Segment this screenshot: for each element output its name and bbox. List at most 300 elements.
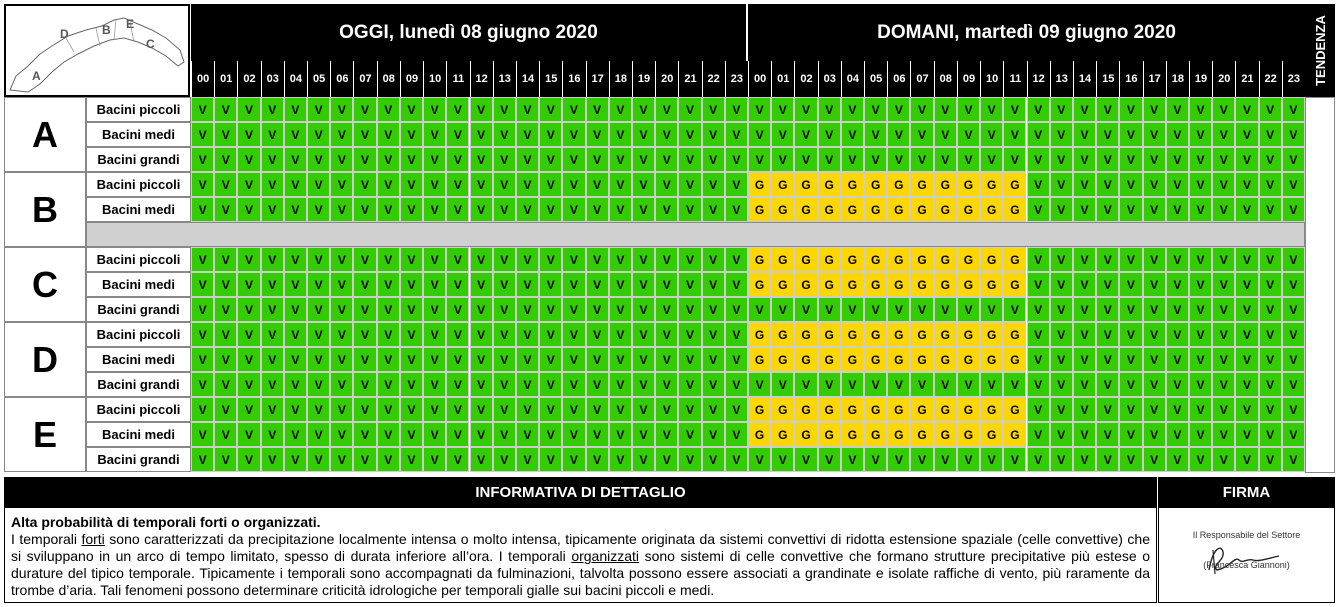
forecast-cell: G <box>980 197 1003 222</box>
forecast-cell: G <box>934 197 957 222</box>
forecast-cell: V <box>1050 372 1073 397</box>
forecast-cell: V <box>957 372 980 397</box>
forecast-cell: V <box>725 197 748 222</box>
hour-label: 03 <box>261 61 284 97</box>
forecast-cell: V <box>1212 247 1235 272</box>
forecast-cell: V <box>1212 197 1235 222</box>
forecast-cell: V <box>1259 297 1282 322</box>
forecast-cell: V <box>377 172 400 197</box>
forecast-cell: V <box>400 122 423 147</box>
forecast-cell: V <box>1050 197 1073 222</box>
signature-role: Il Responsabile del Settore <box>1192 530 1301 540</box>
forecast-cell: V <box>1027 247 1050 272</box>
forecast-cell: V <box>771 297 794 322</box>
forecast-cell: V <box>864 372 887 397</box>
basin-label: Bacini medi <box>86 422 191 447</box>
forecast-cell: G <box>748 172 771 197</box>
forecast-cell: V <box>214 297 237 322</box>
forecast-cell: V <box>1235 447 1258 472</box>
forecast-cell: V <box>539 347 562 372</box>
forecast-cell: V <box>423 372 446 397</box>
forecast-cell: V <box>284 322 307 347</box>
forecast-cell: V <box>1282 422 1305 447</box>
forecast-cell: V <box>702 247 725 272</box>
forecast-cell: V <box>702 147 725 172</box>
forecast-cell: V <box>678 372 701 397</box>
hour-label: 14 <box>516 61 539 97</box>
hour-label: 11 <box>446 61 469 97</box>
forecast-cell: V <box>609 422 632 447</box>
forecast-cell: V <box>307 197 330 222</box>
forecast-cell: V <box>609 172 632 197</box>
forecast-cell: V <box>771 97 794 122</box>
forecast-cell: V <box>864 147 887 172</box>
forecast-cell: V <box>400 447 423 472</box>
forecast-cell: V <box>910 147 933 172</box>
zone-label-e: E <box>4 397 86 472</box>
forecast-cell: V <box>1212 147 1235 172</box>
forecast-cell: V <box>284 197 307 222</box>
forecast-cell: V <box>562 322 585 347</box>
forecast-cell: V <box>330 272 353 297</box>
forecast-cell: V <box>400 197 423 222</box>
hour-label: 21 <box>678 61 701 97</box>
forecast-cell: V <box>191 122 214 147</box>
forecast-cell: V <box>562 422 585 447</box>
forecast-cell: V <box>632 172 655 197</box>
forecast-cell: V <box>632 397 655 422</box>
forecast-cell: G <box>934 272 957 297</box>
forecast-cell: V <box>678 97 701 122</box>
forecast-cell: V <box>237 397 260 422</box>
forecast-cell: V <box>1143 97 1166 122</box>
forecast-cell: G <box>934 247 957 272</box>
forecast-cell: V <box>307 172 330 197</box>
forecast-cell: G <box>818 322 841 347</box>
forecast-cell: V <box>562 297 585 322</box>
basin-label: Bacini piccoli <box>86 247 191 272</box>
forecast-cell: V <box>214 322 237 347</box>
forecast-cell: V <box>446 422 469 447</box>
forecast-cell: V <box>910 297 933 322</box>
forecast-cell: V <box>841 297 864 322</box>
forecast-cell: V <box>1073 197 1096 222</box>
forecast-cell: V <box>377 322 400 347</box>
forecast-cell: V <box>748 122 771 147</box>
forecast-cell: V <box>261 172 284 197</box>
forecast-cell: G <box>957 172 980 197</box>
forecast-cell: V <box>1096 147 1119 172</box>
forecast-cell: V <box>284 97 307 122</box>
forecast-cell: V <box>609 447 632 472</box>
forecast-cell: G <box>980 247 1003 272</box>
forecast-cell: V <box>818 147 841 172</box>
forecast-cell: V <box>1027 97 1050 122</box>
forecast-cell: G <box>841 172 864 197</box>
forecast-cell: V <box>423 97 446 122</box>
forecast-cell: V <box>1235 247 1258 272</box>
forecast-cell: V <box>423 297 446 322</box>
forecast-cell: V <box>632 347 655 372</box>
forecast-cell: G <box>841 322 864 347</box>
forecast-cell: V <box>1282 447 1305 472</box>
forecast-cell: V <box>1119 397 1142 422</box>
forecast-cell: V <box>1073 247 1096 272</box>
forecast-cell: G <box>980 397 1003 422</box>
forecast-cell: G <box>980 322 1003 347</box>
forecast-cell: V <box>493 247 516 272</box>
forecast-cell: V <box>562 372 585 397</box>
forecast-cell: V <box>1189 322 1212 347</box>
forecast-cell: V <box>562 247 585 272</box>
forecast-cell: V <box>1166 347 1189 372</box>
forecast-cell: V <box>377 147 400 172</box>
forecast-cell: V <box>1235 297 1258 322</box>
forecast-cell: V <box>841 147 864 172</box>
forecast-cell: V <box>400 97 423 122</box>
forecast-cell: V <box>1166 322 1189 347</box>
forecast-cell: V <box>1282 347 1305 372</box>
map-label-e: E <box>126 17 135 31</box>
basin-label: Bacini grandi <box>86 297 191 322</box>
forecast-cell: V <box>771 372 794 397</box>
forecast-cell: V <box>261 397 284 422</box>
forecast-cell: V <box>539 447 562 472</box>
forecast-cell: V <box>910 447 933 472</box>
signature-name: (Francesca Giannoni) <box>1203 560 1290 570</box>
forecast-cell: V <box>1235 97 1258 122</box>
forecast-cell: V <box>237 172 260 197</box>
forecast-cell: V <box>330 397 353 422</box>
hour-label: 04 <box>284 61 307 97</box>
forecast-cell: V <box>1259 122 1282 147</box>
forecast-cell: V <box>1096 372 1119 397</box>
forecast-cell: V <box>1073 397 1096 422</box>
forecast-cell: V <box>887 97 910 122</box>
forecast-cell: V <box>655 347 678 372</box>
forecast-cell: V <box>1259 147 1282 172</box>
signature-box <box>1158 507 1335 603</box>
forecast-cell: V <box>609 197 632 222</box>
forecast-cell: V <box>400 347 423 372</box>
forecast-cell: G <box>771 247 794 272</box>
forecast-cell: G <box>748 247 771 272</box>
forecast-cell: G <box>841 397 864 422</box>
forecast-cell: V <box>237 247 260 272</box>
forecast-cell: V <box>446 272 469 297</box>
forecast-cell: V <box>353 147 376 172</box>
forecast-cell: V <box>887 147 910 172</box>
forecast-cell: V <box>586 147 609 172</box>
forecast-cell: V <box>539 322 562 347</box>
forecast-cell: V <box>957 297 980 322</box>
forecast-cell: V <box>980 372 1003 397</box>
forecast-cell: V <box>1143 122 1166 147</box>
forecast-cell: V <box>1166 147 1189 172</box>
forecast-cell: V <box>1189 397 1212 422</box>
forecast-cell: V <box>377 372 400 397</box>
forecast-cell: V <box>191 272 214 297</box>
forecast-cell: V <box>539 297 562 322</box>
forecast-cell: V <box>562 397 585 422</box>
forecast-cell: V <box>516 297 539 322</box>
forecast-cell: V <box>330 197 353 222</box>
forecast-cell: V <box>237 372 260 397</box>
forecast-cell: V <box>516 172 539 197</box>
forecast-cell: V <box>1235 372 1258 397</box>
forecast-cell: V <box>1282 147 1305 172</box>
forecast-cell: V <box>1189 447 1212 472</box>
forecast-cell: G <box>864 272 887 297</box>
hour-label: 05 <box>864 61 887 97</box>
forecast-cell: V <box>1050 247 1073 272</box>
forecast-cell: G <box>887 197 910 222</box>
forecast-cell: V <box>702 297 725 322</box>
forecast-cell: V <box>1166 447 1189 472</box>
forecast-cell: V <box>470 297 493 322</box>
forecast-cell: V <box>586 347 609 372</box>
forecast-cell: V <box>1050 147 1073 172</box>
forecast-cell: V <box>1166 197 1189 222</box>
forecast-cell: V <box>1143 197 1166 222</box>
forecast-cell: V <box>261 147 284 172</box>
forecast-cell: V <box>725 322 748 347</box>
forecast-cell: V <box>562 347 585 372</box>
forecast-cell: V <box>702 272 725 297</box>
forecast-cell: G <box>748 197 771 222</box>
forecast-cell: V <box>470 172 493 197</box>
hour-label: 01 <box>771 61 794 97</box>
forecast-cell: V <box>771 447 794 472</box>
hour-label: 00 <box>191 61 214 97</box>
forecast-cell: V <box>1143 247 1166 272</box>
hour-label: 19 <box>632 61 655 97</box>
forecast-cell: G <box>864 197 887 222</box>
forecast-cell: V <box>702 422 725 447</box>
forecast-cell: V <box>353 297 376 322</box>
forecast-cell: V <box>1003 97 1026 122</box>
forecast-cell: V <box>423 172 446 197</box>
forecast-cell: V <box>353 122 376 147</box>
forecast-cell: V <box>307 397 330 422</box>
forecast-cell: V <box>678 122 701 147</box>
forecast-cell: V <box>1119 147 1142 172</box>
forecast-cell: G <box>957 247 980 272</box>
forecast-cell: V <box>586 97 609 122</box>
forecast-cell: G <box>887 397 910 422</box>
basin-label: Bacini medi <box>86 122 191 147</box>
forecast-cell: V <box>771 147 794 172</box>
forecast-cell: V <box>1235 322 1258 347</box>
forecast-cell: V <box>910 372 933 397</box>
forecast-cell: V <box>678 172 701 197</box>
forecast-cell: V <box>1050 122 1073 147</box>
forecast-cell: V <box>818 297 841 322</box>
hour-label: 00 <box>748 61 771 97</box>
forecast-cell: V <box>725 247 748 272</box>
forecast-cell: V <box>214 97 237 122</box>
forecast-cell: V <box>470 447 493 472</box>
forecast-cell: V <box>609 347 632 372</box>
forecast-cell: V <box>1212 97 1235 122</box>
forecast-cell: V <box>353 322 376 347</box>
hour-label: 15 <box>539 61 562 97</box>
forecast-cell: V <box>678 147 701 172</box>
forecast-cell: V <box>284 372 307 397</box>
forecast-cell: G <box>934 172 957 197</box>
forecast-cell: G <box>980 172 1003 197</box>
forecast-cell: V <box>1027 422 1050 447</box>
forecast-cell: V <box>1119 247 1142 272</box>
basin-label: Bacini grandi <box>86 147 191 172</box>
info-body: I temporali forti sono caratterizzati da precipitazione localmente intensa o molto intensa, tipicamente originata da sistemi convettivi di ridotta estensione spaziale (celle convettive) che si sviluppano in un arco di tempo limitato, spesso di durata inferiore all’ora. I temporali organizzati sono sistemi di celle convettive che formano strutture precipitative più estese o durature del tipico temporale. Tipicamente i temporali sono accompagnati da fulminazioni, talvolta possono essere associati a grandinate e isolate raffiche di vento, più raramente da trombe d’aria. Tali fenomeni possono determinare criticità idrologiche per temporali gialle sui bacini piccoli e medi. <box>11 531 1150 598</box>
forecast-cell: G <box>1003 272 1026 297</box>
forecast-cell: V <box>1073 347 1096 372</box>
forecast-cell: V <box>377 122 400 147</box>
forecast-cell: V <box>887 447 910 472</box>
forecast-cell: V <box>446 172 469 197</box>
forecast-cell: V <box>771 122 794 147</box>
forecast-cell: G <box>980 272 1003 297</box>
forecast-cell: G <box>934 397 957 422</box>
forecast-cell: V <box>818 122 841 147</box>
forecast-cell: V <box>493 372 516 397</box>
forecast-cell: V <box>1235 197 1258 222</box>
forecast-cell: V <box>377 347 400 372</box>
forecast-cell: V <box>1166 422 1189 447</box>
forecast-cell: V <box>702 122 725 147</box>
forecast-cell: V <box>1166 97 1189 122</box>
forecast-cell: V <box>1003 122 1026 147</box>
forecast-cell: V <box>1259 347 1282 372</box>
forecast-cell: V <box>1073 447 1096 472</box>
forecast-cell: V <box>1119 172 1142 197</box>
basin-label: Bacini piccoli <box>86 172 191 197</box>
forecast-cell: V <box>261 272 284 297</box>
forecast-cell: V <box>655 97 678 122</box>
hour-label: 02 <box>237 61 260 97</box>
forecast-cell: V <box>284 347 307 372</box>
forecast-cell: V <box>1050 97 1073 122</box>
forecast-cell: V <box>470 247 493 272</box>
forecast-cell: V <box>887 372 910 397</box>
forecast-cell: V <box>1096 272 1119 297</box>
forecast-cell: V <box>261 197 284 222</box>
forecast-cell: V <box>191 97 214 122</box>
forecast-cell: V <box>1003 147 1026 172</box>
forecast-cell: V <box>214 197 237 222</box>
hour-label: 06 <box>887 61 910 97</box>
forecast-cell: V <box>702 447 725 472</box>
forecast-cell: V <box>725 122 748 147</box>
forecast-cell: V <box>1073 322 1096 347</box>
forecast-cell: V <box>632 297 655 322</box>
forecast-cell: V <box>284 422 307 447</box>
forecast-cell: V <box>237 272 260 297</box>
forecast-cell: V <box>1235 422 1258 447</box>
forecast-cell: V <box>586 297 609 322</box>
forecast-cell: V <box>1259 272 1282 297</box>
forecast-cell: V <box>586 372 609 397</box>
hour-label: 07 <box>910 61 933 97</box>
forecast-cell: V <box>632 272 655 297</box>
forecast-cell: V <box>632 147 655 172</box>
forecast-cell: G <box>910 247 933 272</box>
forecast-cell: V <box>446 147 469 172</box>
forecast-cell: V <box>702 322 725 347</box>
hour-label: 02 <box>794 61 817 97</box>
forecast-cell: V <box>887 297 910 322</box>
forecast-cell: V <box>725 372 748 397</box>
forecast-cell: V <box>1189 122 1212 147</box>
forecast-cell: V <box>307 122 330 147</box>
forecast-cell: V <box>493 397 516 422</box>
forecast-cell: V <box>934 372 957 397</box>
forecast-cell: V <box>330 97 353 122</box>
forecast-cell: V <box>1027 197 1050 222</box>
forecast-cell: V <box>1166 372 1189 397</box>
forecast-cell: V <box>284 272 307 297</box>
forecast-cell: V <box>1259 172 1282 197</box>
handwritten-signature-icon <box>1199 538 1299 578</box>
forecast-cell: G <box>957 422 980 447</box>
forecast-cell: V <box>1166 272 1189 297</box>
forecast-cell: V <box>470 147 493 172</box>
forecast-cell: V <box>1166 247 1189 272</box>
forecast-cell: V <box>330 447 353 472</box>
forecast-cell: G <box>910 197 933 222</box>
forecast-cell: V <box>586 197 609 222</box>
forecast-cell: V <box>1189 422 1212 447</box>
forecast-cell: V <box>1212 322 1235 347</box>
hour-label: 09 <box>957 61 980 97</box>
forecast-cell: V <box>493 147 516 172</box>
forecast-cell: V <box>1073 172 1096 197</box>
forecast-cell: G <box>864 397 887 422</box>
forecast-cell: G <box>910 172 933 197</box>
forecast-cell: V <box>470 197 493 222</box>
forecast-cell: V <box>539 97 562 122</box>
forecast-cell: V <box>516 422 539 447</box>
forecast-cell: V <box>609 272 632 297</box>
forecast-cell: V <box>493 122 516 147</box>
forecast-cell: V <box>632 247 655 272</box>
hour-label: 08 <box>377 61 400 97</box>
forecast-cell: V <box>400 297 423 322</box>
forecast-cell: V <box>957 97 980 122</box>
forecast-cell: V <box>934 297 957 322</box>
forecast-cell: V <box>1119 297 1142 322</box>
forecast-cell: V <box>980 147 1003 172</box>
forecast-cell: V <box>423 397 446 422</box>
forecast-cell: V <box>609 122 632 147</box>
forecast-cell: V <box>516 122 539 147</box>
forecast-cell: V <box>655 272 678 297</box>
forecast-cell: V <box>330 297 353 322</box>
forecast-cell: G <box>818 247 841 272</box>
forecast-cell: V <box>237 97 260 122</box>
forecast-cell: V <box>191 372 214 397</box>
forecast-cell: V <box>214 272 237 297</box>
hour-label: 23 <box>725 61 748 97</box>
map-label-b: B <box>102 23 111 37</box>
forecast-cell: V <box>678 272 701 297</box>
forecast-cell: V <box>725 272 748 297</box>
zone-label-a: A <box>4 97 86 172</box>
forecast-cell: V <box>214 422 237 447</box>
forecast-cell: G <box>771 422 794 447</box>
tendenza-label: TENDENZA <box>1312 15 1328 86</box>
